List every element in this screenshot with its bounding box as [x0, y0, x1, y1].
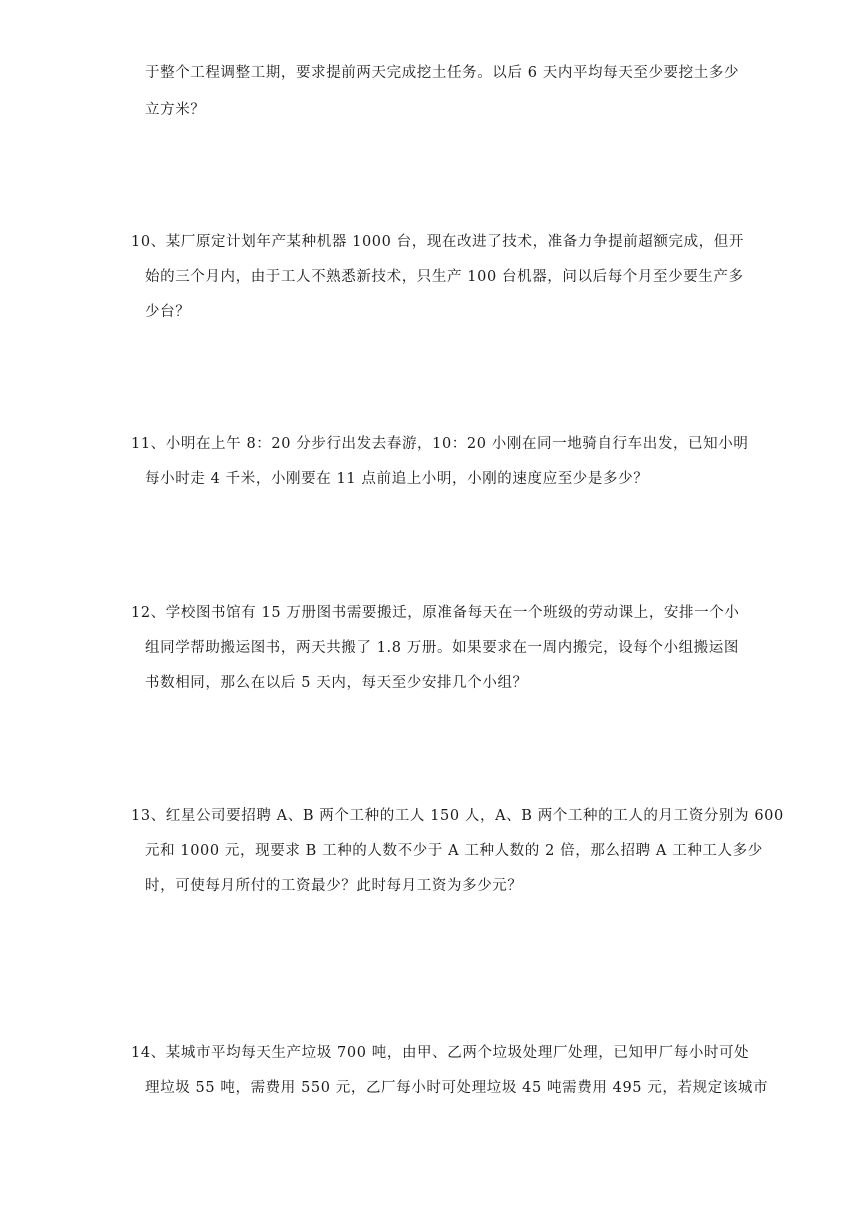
problem-14-line-2: 理垃圾 55 吨，需费用 550 元，乙厂每小时可处理垃圾 45 吨需费用 495 元，若规定该城市: [145, 1080, 769, 1096]
problem-13-line-2: 元和 1000 元，现要求 B 工种的人数不少于 A 工种人数的 2 倍，那么招聘 A 工种工人多少: [145, 843, 763, 859]
problem-14-line-1: 14、某城市平均每天生产垃圾 700 吨，由甲、乙两个垃圾处理厂处理，已知甲厂每小时可处: [131, 1045, 750, 1061]
problem-10-line-3: 少台？: [145, 304, 191, 320]
problem-12-line-3: 书数相同，那么在以后 5 天内，每天至少安排几个小组？: [145, 675, 528, 691]
problem-10-line-1: 10、某厂原定计划年产某种机器 1000 台，现在改进了技术，准备力争提前超额完成，但开: [131, 234, 744, 250]
problem-11-line-1: 11、小明在上午 8：20 分步行出发去春游，10：20 小刚在同一地骑自行车出发，已知小明: [131, 436, 749, 452]
problem-9-line-2: 立方米？: [145, 102, 206, 118]
problem-9-line-1: 于整个工程调整工期，要求提前两天完成挖土任务。以后 6 天内平均每天至少要挖土多少: [145, 65, 740, 81]
problem-13-line-3: 时，可使每月所付的工资最少？此时每月工资为多少元？: [145, 878, 523, 894]
problem-11-line-2: 每小时走 4 千米，小刚要在 11 点前追上小明，小刚的速度应至少是多少？: [145, 471, 649, 487]
problem-12-line-2: 组同学帮助搬运图书，两天共搬了 1.8 万册。如果要求在一周内搬完，设每个小组搬运图: [145, 640, 739, 656]
problem-10-line-2: 始的三个月内，由于工人不熟悉新技术，只生产 100 台机器，问以后每个月至少要生产多: [145, 269, 744, 285]
problem-12-line-1: 12、学校图书馆有 15 万册图书需要搬迁，原准备每天在一个班级的劳动课上，安排一个小: [131, 605, 740, 621]
problem-13-line-1: 13、红星公司要招聘 A、B 两个工种的工人 150 人，A、B 两个工种的工人的月工资分别为 600: [131, 808, 784, 824]
